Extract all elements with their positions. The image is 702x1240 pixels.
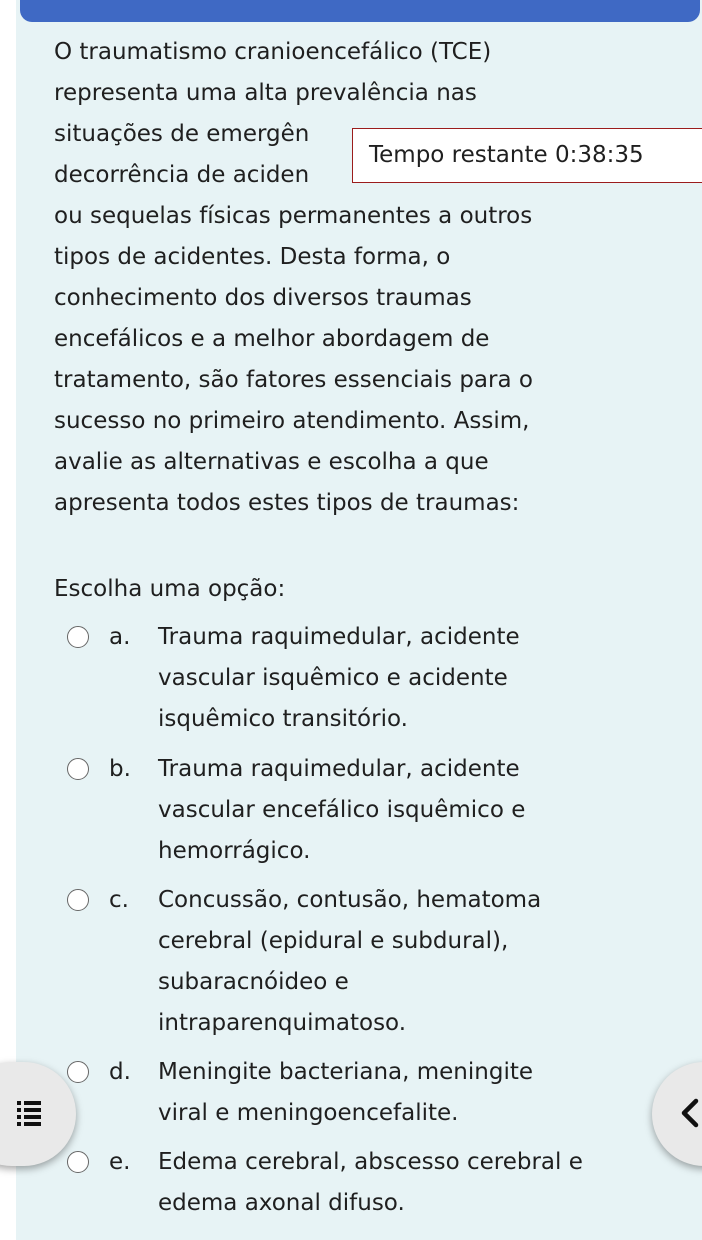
option-line: viral e meningoencefalite. <box>158 1100 459 1126</box>
question-line: tipos de acidentes. Desta forma, o <box>54 244 451 270</box>
option-line: intraparenquimatoso. <box>158 1010 407 1036</box>
option-line: isquêmico transitório. <box>158 706 408 732</box>
header-bar <box>20 0 700 22</box>
option-text[interactable] <box>158 617 520 740</box>
option-line: vascular encefálico isquêmico e <box>158 797 526 823</box>
radio-button-d[interactable] <box>67 1061 89 1083</box>
option-line: vascular isquêmico e acidente <box>158 665 508 691</box>
option-letter: b. <box>109 756 131 782</box>
option-text[interactable] <box>158 749 525 872</box>
chevron-left-icon <box>680 1098 700 1128</box>
choose-option-prompt: Escolha uma opção: <box>54 576 286 602</box>
timer-box <box>352 128 702 183</box>
option-letter: d. <box>109 1059 131 1085</box>
option-line: Meningite bacteriana, meningite <box>158 1059 534 1085</box>
question-line: apresenta todos estes tipos de traumas: <box>54 490 520 516</box>
option-line: edema axonal difuso. <box>158 1190 405 1216</box>
question-line: sucesso no primeiro atendimento. Assim, <box>54 408 530 434</box>
radio-button-e[interactable] <box>67 1151 89 1173</box>
question-line: conhecimento dos diversos traumas <box>54 285 472 311</box>
radio-button-a[interactable] <box>67 626 89 648</box>
option-text[interactable] <box>158 1142 583 1224</box>
option-line: Trauma raquimedular, acidente <box>158 756 520 782</box>
radio-button-b[interactable] <box>67 758 89 780</box>
question-line: encefálicos e a melhor abordagem de <box>54 326 490 352</box>
list-icon <box>17 1100 41 1126</box>
option-line: Edema cerebral, abscesso cerebral e <box>158 1149 583 1175</box>
option-line: subaracnóideo e <box>158 969 349 995</box>
option-letter: c. <box>109 887 129 913</box>
option-line: hemorrágico. <box>158 838 311 864</box>
question-line: decorrência de aciden <box>54 162 310 188</box>
radio-button-c[interactable] <box>67 889 89 911</box>
question-line: representa uma alta prevalência nas <box>54 80 477 106</box>
option-letter: a. <box>109 624 131 650</box>
question-line: situações de emergên <box>54 121 310 147</box>
option-line: Trauma raquimedular, acidente <box>158 624 520 650</box>
question-line: avalie as alternativas e escolha a que <box>54 449 489 475</box>
timer-value: 0:38:35 <box>554 142 644 168</box>
question-line: ou sequelas físicas permanentes a outros <box>54 203 533 229</box>
option-letter: e. <box>109 1149 131 1175</box>
option-text[interactable] <box>158 880 541 1044</box>
option-text[interactable] <box>158 1052 533 1134</box>
option-line: cerebral (epidural e subdural), <box>158 928 509 954</box>
option-line: Concussão, contusão, hematoma <box>158 887 542 913</box>
question-line: tratamento, são fatores essenciais para o <box>54 367 533 393</box>
question-text <box>54 32 654 524</box>
timer-label: Tempo restante <box>369 142 548 168</box>
question-line: O traumatismo cranioencefálico (TCE) <box>54 39 492 65</box>
